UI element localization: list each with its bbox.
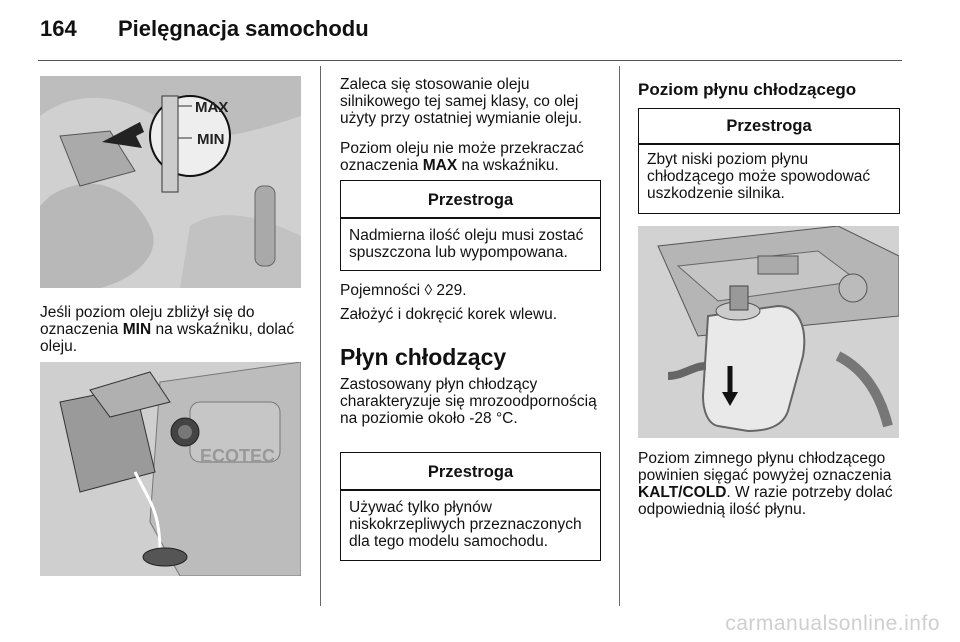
caution-title: Przestroga [427, 191, 514, 209]
filler-cap-instruction: Założyć i dokręcić korek wlewu. [340, 306, 558, 323]
caution-text: Używać tylko płynów niskokrzepliwych przeznaczonych dla tego modelu samochodu. [349, 499, 582, 550]
oil-recommendation-paragraph: Zaleca się stosowanie oleju silnikowego tej samej klasy, co olej użyty przy ostatniej wymianie oleju. [340, 76, 583, 127]
caution-text: Zbyt niski poziom płynu chłodzącego może spowodować uszkodzenie silnika. [647, 151, 871, 202]
coolant-level-title: Poziom płynu chłodzącego [638, 80, 857, 99]
coolant-description: Zastosowany płyn chłodzący charakteryzuje się mrozoodpornością na poziomie około -28 °C. [340, 376, 597, 427]
caution-divider [639, 143, 899, 145]
coolant-section-title: Płyn chłodzący [340, 344, 507, 370]
caution-box-coolant-level [638, 108, 900, 214]
caution-box-coolant-type [340, 452, 601, 561]
page-number: 164 [40, 16, 77, 41]
caution-divider [341, 217, 600, 219]
engine-cover-text: ECOTEC [200, 446, 276, 466]
caution-box-oil [340, 180, 601, 271]
coolant-level-paragraph: Poziom zimnego płynu chłodzącego powinien sięgać powyżej oznaczenia KALT/COLD. W razie potrzeby dolać odpowiednią ilość płynu. [638, 450, 893, 518]
caution-text: Nadmierna ilość oleju musi zostać spuszczona lub wypompowana. [349, 227, 584, 261]
page-title: Pielęgnacja samochodu [118, 16, 369, 41]
oil-max-paragraph: Poziom oleju nie może przekraczać oznaczenia MAX na wskaźniku. [340, 140, 584, 174]
capacity-reference: Pojemności ◊ 229. [340, 282, 467, 299]
caution-title: Przestroga [726, 117, 812, 135]
column-divider-2 [619, 66, 620, 606]
dipstick-max-label: MAX [195, 99, 229, 116]
header-rule [38, 60, 902, 61]
dipstick-min-label: MIN [197, 131, 225, 148]
watermark: carmanualsonline.info [725, 612, 940, 635]
column-divider-1 [320, 66, 321, 606]
oil-filling-illustration [40, 362, 301, 576]
cross-reference-icon: ◊ [424, 282, 433, 299]
caution-divider [341, 489, 600, 491]
coolant-reservoir-illustration [638, 226, 899, 438]
oil-top-up-paragraph: Jeśli poziom oleju zbliżył się do oznaczenia MIN na wskaźniku, dolać oleju. [40, 304, 295, 355]
caution-title: Przestroga [427, 463, 514, 481]
dipstick-illustration [40, 76, 301, 288]
